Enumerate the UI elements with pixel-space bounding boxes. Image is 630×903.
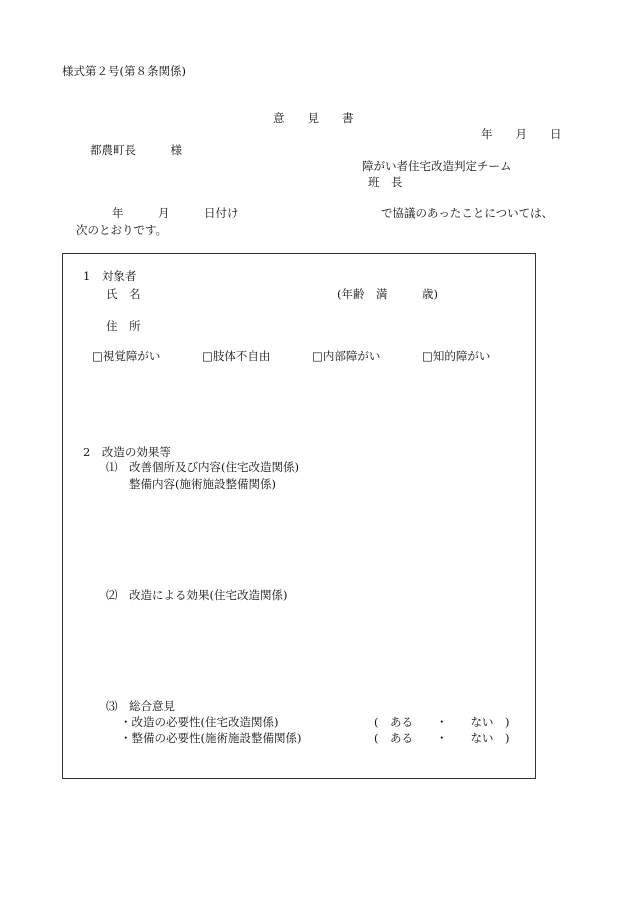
age-label: (年齢 満 歳) — [337, 287, 438, 301]
item2-label: 改造による効果(住宅改造関係) — [129, 588, 288, 602]
checkbox-icon: □ — [92, 349, 103, 363]
intro-tail: で協議のあったことについては、 — [381, 206, 554, 220]
opinion-facility-choice: ( ある ・ ない ) — [374, 731, 510, 745]
checkbox-physical[interactable] — [202, 351, 270, 363]
name-label: 氏 名 — [106, 287, 141, 301]
intro-line2: 次のとおりです。 — [76, 223, 168, 237]
opinion-facility-label: ・整備の必要性(施術施設整備関係) — [120, 731, 302, 745]
checkbox-label: 視覚障がい — [102, 349, 161, 363]
address-label: 住 所 — [106, 319, 141, 333]
intro-date: 年 月 日付け — [112, 206, 239, 220]
checkbox-visual[interactable] — [92, 351, 160, 363]
section1-heading: 1 対象者 — [83, 269, 137, 283]
checkbox-icon: □ — [312, 349, 323, 363]
section2-heading: 2 改造の効果等 — [83, 445, 171, 459]
issuer-leader: 班 長 — [368, 175, 403, 189]
item1-line1: 改善個所及び内容(住宅改造関係) — [129, 460, 299, 474]
checkbox-intellectual[interactable] — [422, 351, 490, 363]
item1-line2: 整備内容(施術施設整備関係) — [129, 477, 276, 491]
opinion-renovation-label: ・改造の必要性(住宅改造関係) — [120, 715, 279, 729]
checkbox-internal[interactable] — [312, 351, 380, 363]
item3-number: ⑶ — [106, 699, 118, 713]
opinion-renovation-choice: ( ある ・ ない ) — [374, 715, 510, 729]
addressee: 都農町長 様 — [90, 143, 182, 157]
checkbox-icon: □ — [202, 349, 213, 363]
checkbox-label: 内部障がい — [322, 349, 381, 363]
date-line: 年 月 日 — [481, 127, 562, 141]
issuer-team: 障がい者住宅改造判定チーム — [362, 159, 512, 173]
item1-number: ⑴ — [106, 460, 118, 474]
item3-label: 総合意見 — [129, 699, 175, 713]
document-title: 意 見 書 — [273, 111, 354, 125]
checkbox-icon: □ — [422, 349, 433, 363]
checkbox-label: 肢体不自由 — [212, 349, 271, 363]
form-number: 様式第２号(第８条関係) — [62, 64, 186, 78]
item2-number: ⑵ — [106, 588, 118, 602]
checkbox-label: 知的障がい — [432, 349, 491, 363]
